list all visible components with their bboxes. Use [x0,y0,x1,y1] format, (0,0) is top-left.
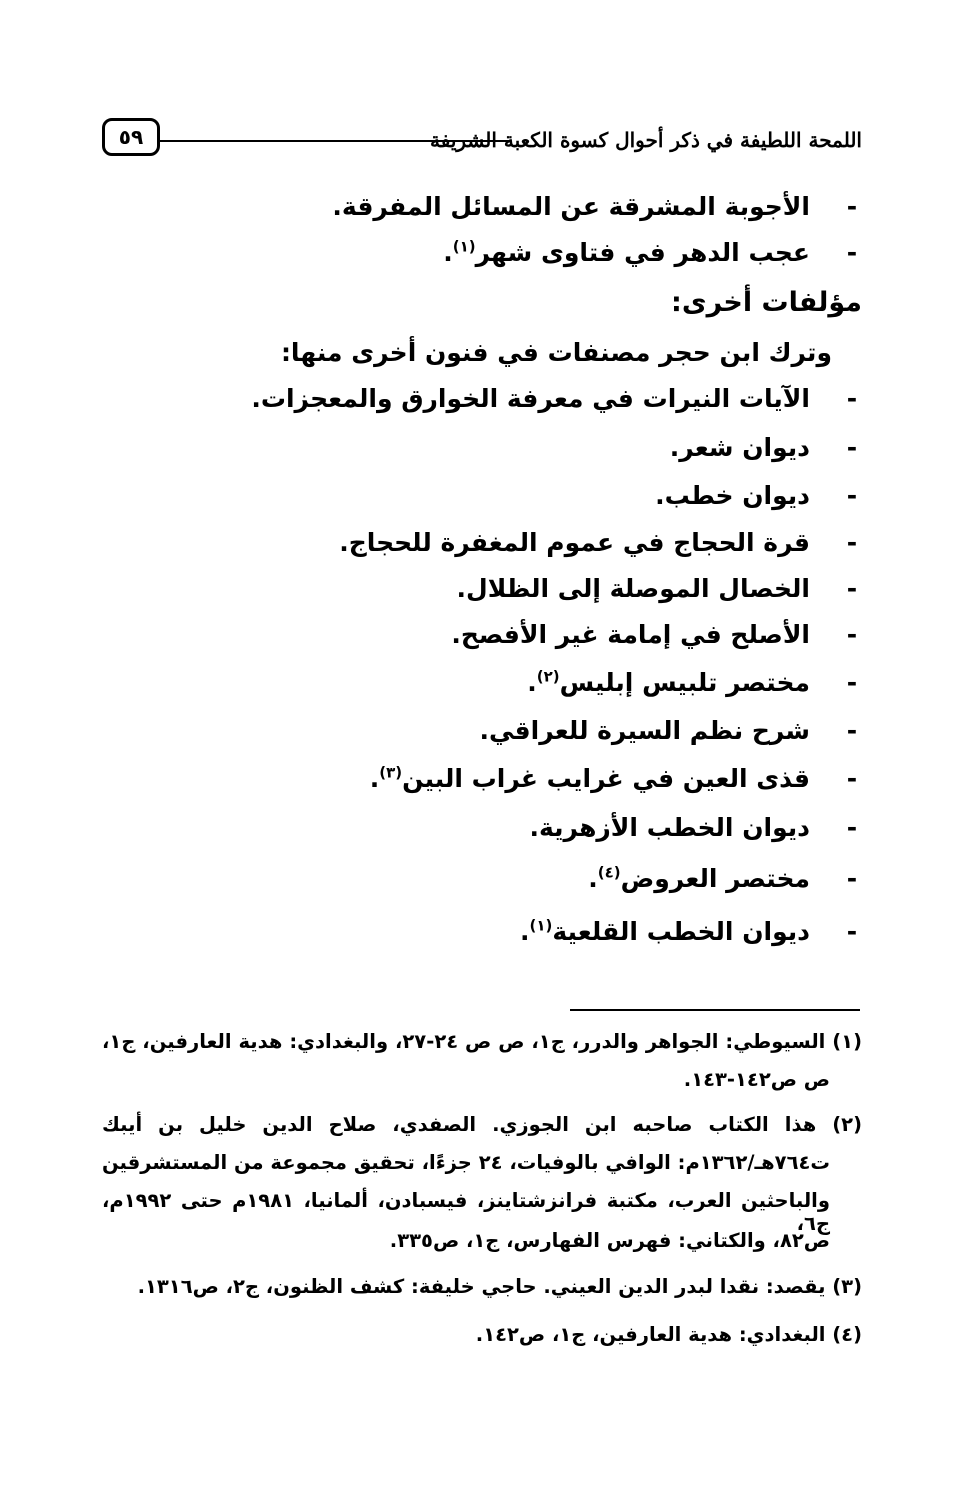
intro-paragraph: وترك ابن حجر مصنفات في فنون أخرى منها: [280,338,832,367]
footnote-3: (٣) يقصد: نقدا لبدر الدين العيني. حاجي خليفة: كشف الظنون، ج٢، ص١٣١٦. [137,1275,862,1298]
list-bullet: - [846,620,858,649]
list-item-tail: . [527,668,537,697]
footnote-4: (٤) البغدادي: هدية العارفين، ج١، ص١٤٢. [475,1323,862,1346]
list-item [670,433,810,462]
list-item-text: مختصر تلبيس إبليس [559,668,810,697]
running-header-title: اللمحة اللطيفة في ذكر أحوال كسوة الكعبة الشريفة [429,128,862,152]
list-item [529,813,810,842]
list-item-text: ديوان شعر. [669,433,810,462]
list-item [520,917,810,946]
list-bullet: - [846,481,858,510]
list-item-ajwiba [332,192,810,221]
list-item-text: ديوان خطب. [655,481,810,510]
list-bullet: - [846,433,858,462]
list-item-text: الأصلح في إمامة غير الأفصح. [451,620,810,649]
list-item-tail: . [519,917,530,946]
list-bullet: - [846,238,858,267]
list-item-text: الأجوبة المشرقة عن المسائل المفرقة. [332,192,810,221]
list-bullet: - [846,192,858,221]
list-item-text: الخصال الموصلة إلى الظلال. [456,574,810,603]
list-item-text: الآيات النيرات في معرفة الخوارق والمعجزات. [251,384,810,413]
list-item [339,528,810,557]
list-bullet: - [846,716,858,745]
footnote-2-line-3: والباحثين العرب، مكتبة فرانزشتاينز، فيسبادن، ألمانيا، ١٩٨١م حتى ١٩٩٢م، ج٦، [102,1189,830,1235]
list-item [588,864,810,893]
list-item-text: عجب الدهر في فتاوى شهر [475,238,810,267]
list-item [251,384,810,413]
list-item [479,716,810,745]
list-bullet: - [846,764,858,793]
list-item-tail: . [369,764,380,793]
list-item-ajab-al-dahr [443,238,810,267]
list-item-text: مختصر العروض [620,864,810,893]
footnote-marker: (٤) [597,863,621,882]
footnote-2-line-2: ت٧٦٤هـ/١٣٦٢م: الوافي بالوفيات، ٢٤ جزءًا، تحقيق مجموعة من المستشرقين [102,1151,830,1174]
footnote-1-line-2: ص ص١٤٢-١٤٣. [683,1068,830,1091]
list-item [370,764,810,793]
list-item-tail: . [443,238,453,267]
footnote-2-line-1: (٢) هذا الكتاب صاحبه ابن الجوزي. الصفدي، صلاح الدين خليل بن أيبك [102,1113,862,1136]
section-heading: مؤلفات أخرى: [671,287,862,318]
list-bullet: - [846,813,858,842]
footnote-separator [570,1009,860,1011]
list-bullet: - [846,917,858,946]
list-item-text: ديوان الخطب القلعية [552,917,810,946]
list-item-tail: . [588,864,598,893]
page-number: ٥٩ [102,118,160,156]
list-item [451,620,810,649]
list-bullet: - [846,864,858,893]
footnote-marker: (٢) [536,667,560,686]
list-bullet: - [846,668,858,697]
footnote-marker: (١) [529,916,553,935]
footnote-2-line-4: ص٨٢، والكتاني: فهرس الفهارس، ج١، ص٣٣٥. [389,1229,830,1252]
list-item-text: ديوان الخطب الأزهرية. [529,813,810,842]
list-bullet: - [846,574,858,603]
footnote-marker: (٣) [379,763,403,782]
list-item-text: شرح نظم السيرة للعراقي. [479,716,810,745]
list-item [457,574,810,603]
list-item [655,481,810,510]
list-bullet: - [846,528,858,557]
list-item-text: قرة الحجاج في عموم المغفرة للحجاج. [339,528,810,557]
footnote-marker: (١) [452,237,476,256]
list-bullet: - [846,384,858,413]
list-item [527,668,810,697]
header-rule [158,140,510,142]
footnote-1-line-1: (١) السيوطي: الجواهر والدرر، ج١، ص ص ٢٤-٢٧، والبغدادي: هدية العارفين، ج١، [102,1030,862,1053]
list-item-text: قذى العين في غرايب غراب البين [402,764,810,793]
